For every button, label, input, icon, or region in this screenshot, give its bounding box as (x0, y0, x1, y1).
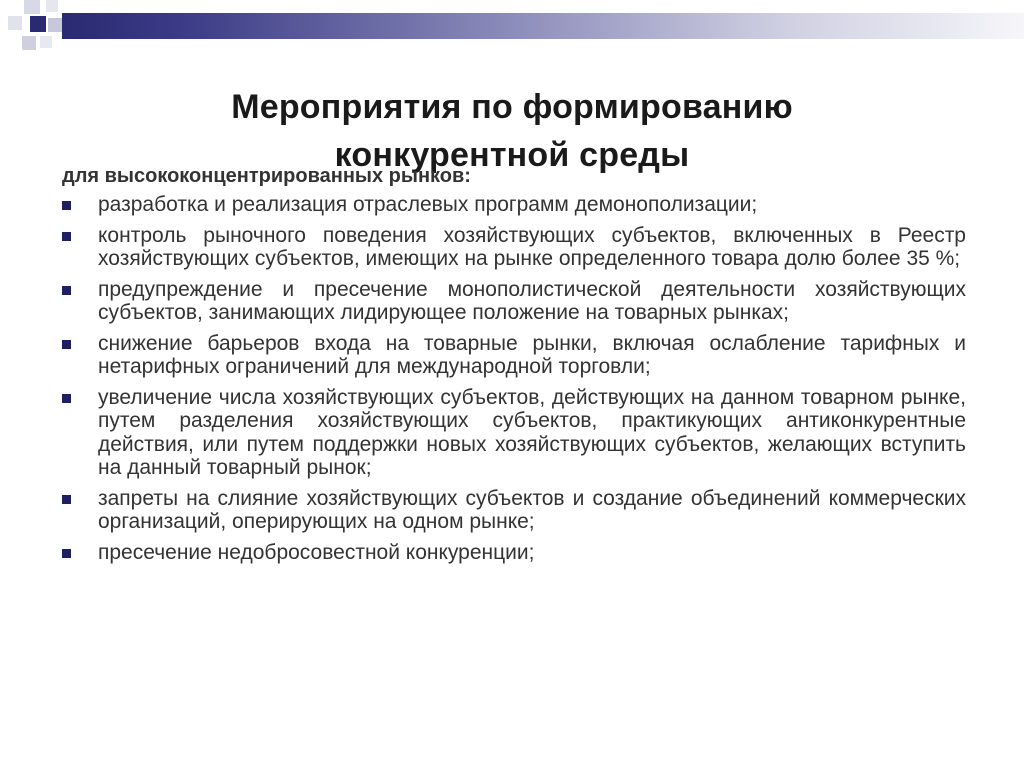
bullet-item (58, 541, 966, 565)
title-line: конкурентной среды (334, 135, 690, 174)
bullet-item (58, 332, 966, 379)
subheading: для высококонцентрированных рынков: (62, 165, 471, 187)
bullet-item (58, 224, 966, 271)
title-line: Мероприятия по формированию (231, 87, 793, 126)
bullet-text: контроль рыночного поведения хозяйствующих субъектов, включенных в Реестр хозяйствующих субъектов, имеющих на рынке определенного товара долю более 35 %; (98, 223, 966, 270)
square-bullet-icon (62, 495, 71, 504)
square-bullet-icon (62, 549, 71, 558)
bullet-text: запреты на слияние хозяйствующих субъектов и создание объединений коммерческих организаций, оперирующих на одном рынке; (98, 486, 966, 533)
square-bullet-icon (62, 201, 71, 210)
square-bullet-icon (62, 232, 71, 241)
bullet-item (58, 487, 966, 534)
bullet-list (58, 193, 966, 564)
square-bullet-icon (62, 286, 71, 295)
bullet-item (58, 386, 966, 480)
header-band (62, 13, 1024, 39)
bullet-text: снижение барьеров входа на товарные рынки, включая ослабление тарифных и нетарифных ограничений для международной торговли; (98, 331, 966, 378)
bullet-text: разработка и реализация отраслевых программ демонополизации; (98, 193, 758, 216)
square-bullet-icon (62, 340, 71, 349)
square-bullet-icon (62, 394, 71, 403)
bullet-text: увеличение числа хозяйствующих субъектов, действующих на данном товарном рынке, путем разделения хозяйствующих субъектов, практикующих антиконкурентные действия, или путем поддержки новых хозяйствующих субъектов, желающих вступить на данный товарный рынок; (98, 385, 966, 479)
bullet-item (58, 193, 966, 217)
bullet-item (58, 278, 966, 325)
bullet-text: пресечение недобросовестной конкуренции; (98, 540, 535, 564)
bullet-text: предупреждение и пресечение монополистической деятельности хозяйствующих субъектов, занимающих лидирующее положение на товарных рынках; (98, 277, 966, 324)
slide-content (58, 163, 966, 571)
